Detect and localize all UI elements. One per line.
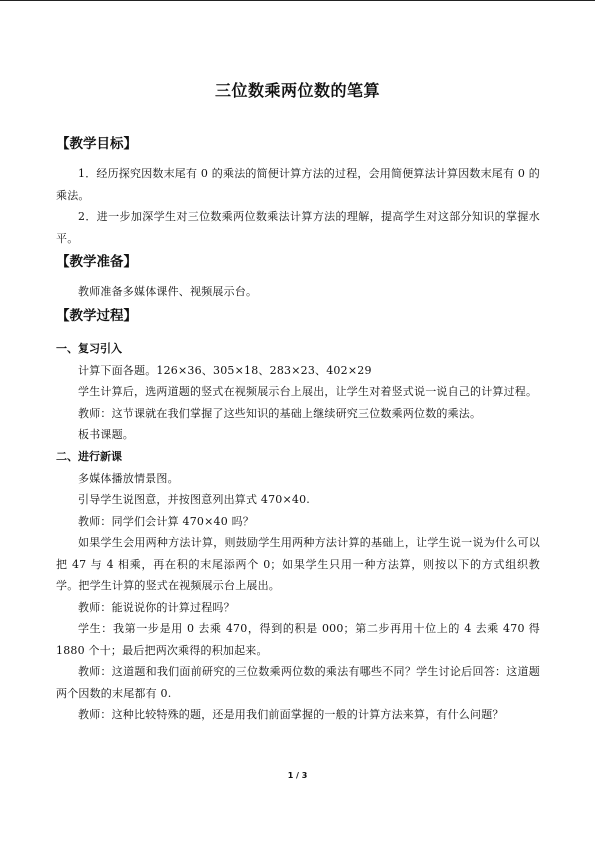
paragraph: 板书课题。 [78,428,134,441]
paragraph: 教师：同学们会计算 470×40 吗？ [78,514,255,528]
paragraph: 教师：这道题和我们面前研究的三位数乘两位数的乘法有哪些不同？学生讨论后回答：这道题两个因数的末尾都有 0. [56,665,540,700]
prep-text: 教师准备多媒体课件、视频展示台。 [78,285,258,298]
header-rule [0,0,595,1]
paragraph: 教师：这节课就在我们掌握了这些知识的基础上继续研究三位数乘两位数的乘法。 [78,406,482,420]
paragraph: 教师：能说说你的计算过程吗？ [78,600,235,614]
paragraph: 学生计算后，选两道题的竖式在视频展示台上展出，让学生对着竖式说一说自己的计算过程。 [78,385,538,398]
goal-item-1: 1．经历探究因数末尾有 0 的乘法的简便计算方法的过程，会用简便算法计算因数末尾有 0 的乘法。 [56,167,540,202]
section-heading-goals: 【教学目标】 [56,136,137,152]
paragraph: 学生：我第一步是用 0 去乘 470，得到的积是 000；第二步再用十位上的 4 去乘 470 得 1880 个十；最后把两次乘得的积加起来。 [56,622,540,657]
goal-item-2: 2．进一步加深学生对三位数乘两位数乘法计算方法的理解，提高学生对这部分知识的掌握水平。 [56,210,540,245]
page-title: 三位数乘两位数的笔算 [214,81,380,100]
paragraph: 计算下面各题。126×36、305×18、283×23、402×29 [78,363,372,377]
paragraph: 多媒体播放情景图。 [78,471,179,485]
section-heading-prep: 【教学准备】 [56,254,137,270]
subheading-review: 一、复习引入 [56,341,122,355]
page-number: 1 / 3 [287,771,308,780]
paragraph: 教师：这种比较特殊的题，还是用我们前面掌握的一般的计算方法来算，有什么问题？ [78,708,504,721]
section-heading-process: 【教学过程】 [56,307,137,324]
subheading-new-lesson: 二、进行新课 [56,449,122,463]
document-body [56,131,540,726]
paragraph: 引导学生说图意，并按图意列出算式 470×40. [78,493,311,506]
paragraph: 如果学生会用两种方法计算，则鼓励学生用两种方法计算的基础上，让学生说一说为什么可以把 47 与 4 相乘，再在积的末尾添两个 0；如果学生只用一种方法算，则按以下的方式组织教学。把学生计算的竖式在视频展示台上展出。 [56,536,540,592]
